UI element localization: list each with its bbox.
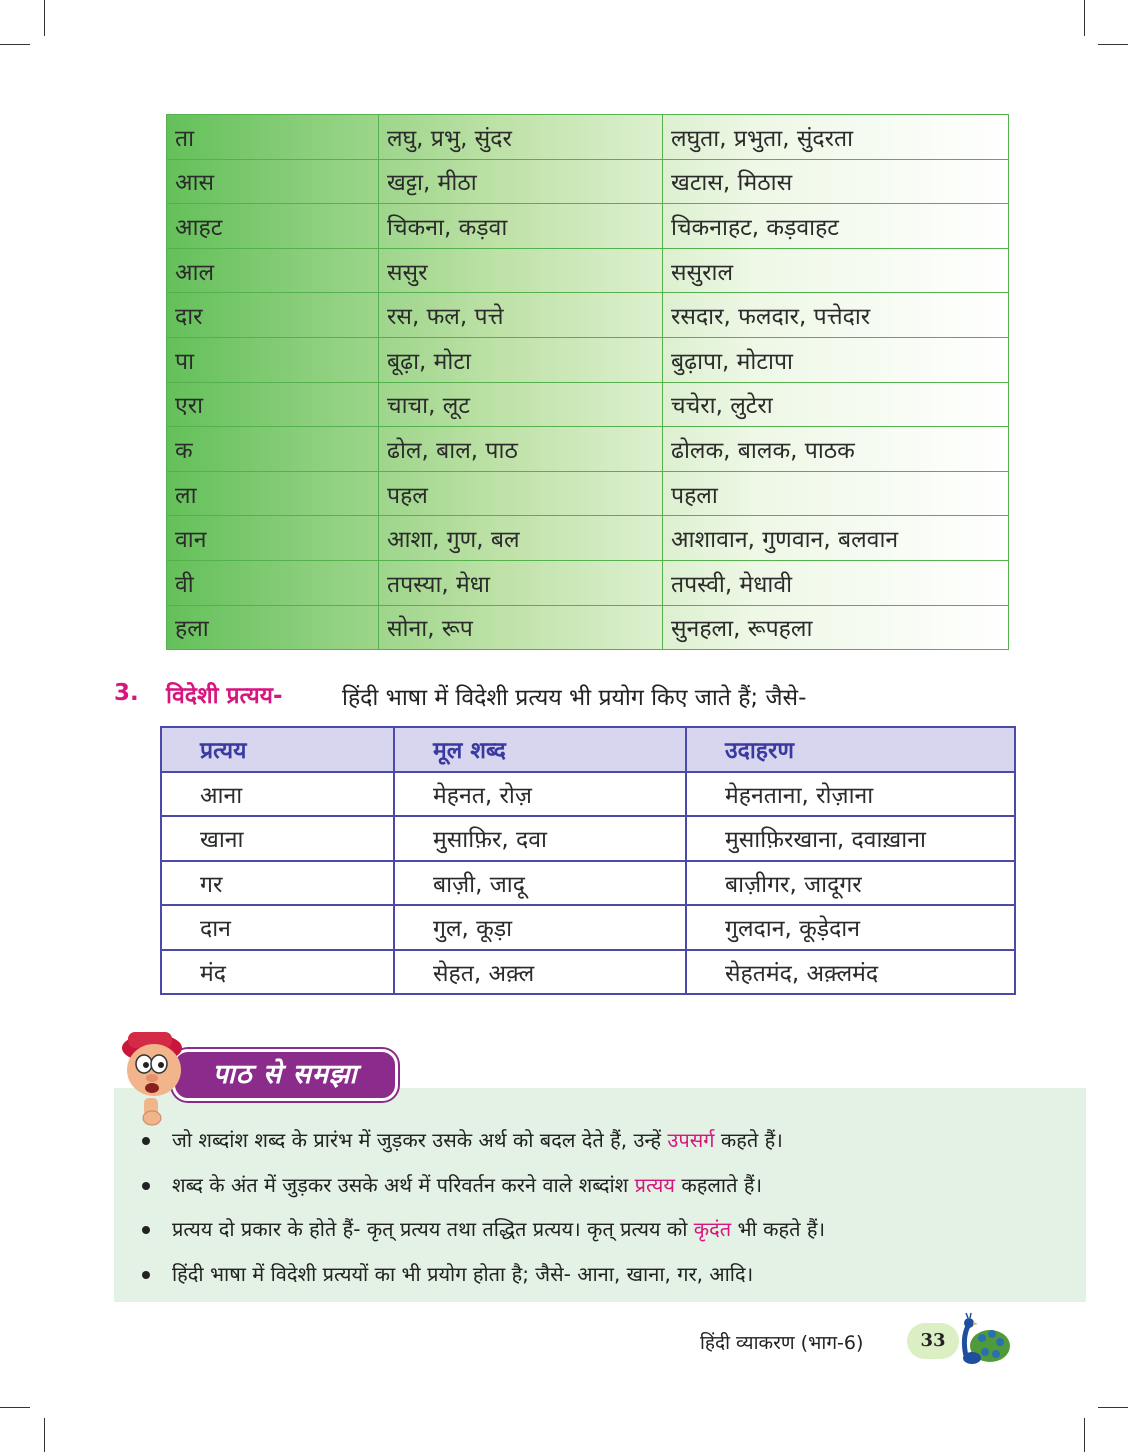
suffix-cell: दान bbox=[161, 905, 394, 950]
suffix-table-body bbox=[167, 115, 1009, 650]
example-cell: मुसाफ़िरखाना, दवाख़ाना bbox=[686, 816, 1015, 861]
root-word-cell: मेहनत, रोज़ bbox=[394, 772, 686, 817]
root-word-cell: मुसाफ़िर, दवा bbox=[394, 816, 686, 861]
crop-mark bbox=[1098, 44, 1128, 45]
table-row bbox=[167, 337, 1009, 382]
root-word-cell: सोना, रूप bbox=[379, 605, 663, 650]
example-cell: गुलदान, कूड़ेदान bbox=[686, 905, 1015, 950]
example-cell: आशावान, गुणवान, बलवान bbox=[663, 516, 1009, 561]
crop-mark bbox=[0, 44, 30, 45]
root-word-cell: रस, फल, पत्ते bbox=[379, 293, 663, 338]
suffix-cell: गर bbox=[161, 861, 394, 906]
root-word-cell: सेहत, अक़्ल bbox=[394, 950, 686, 995]
table-row bbox=[167, 382, 1009, 427]
foreign-suffix-table-body bbox=[161, 772, 1015, 995]
section-description: हिंदी भाषा में विदेशी प्रत्यय भी प्रयोग किए जाते हैं; जैसे- bbox=[342, 685, 807, 711]
table-row bbox=[167, 293, 1009, 338]
example-cell: पहला bbox=[663, 471, 1009, 516]
example-cell: मेहनताना, रोज़ाना bbox=[686, 772, 1015, 817]
header-example: उदाहरण bbox=[686, 727, 1015, 772]
list-item-text: प्रत्यय दो प्रकार के होते हैं- कृत् प्रत्यय तथा तद्धित प्रत्यय। कृत् प्रत्यय को bbox=[172, 1217, 694, 1241]
table-row bbox=[167, 159, 1009, 204]
book-title: हिंदी व्याकरण (भाग-6) bbox=[700, 1332, 864, 1354]
suffix-table bbox=[166, 114, 1009, 650]
root-word-cell: तपस्या, मेधा bbox=[379, 560, 663, 605]
table-row bbox=[161, 816, 1015, 861]
table-row bbox=[167, 516, 1009, 561]
table-row bbox=[167, 427, 1009, 472]
table-row bbox=[167, 248, 1009, 293]
section-heading: विदेशी प्रत्यय- bbox=[166, 683, 283, 709]
list-item-text: हिंदी भाषा में विदेशी प्रत्ययों का भी प्रयोग होता है; जैसे- आना, खाना, गर, आदि। bbox=[172, 1261, 754, 1286]
crop-mark bbox=[1084, 0, 1085, 36]
root-word-cell: लघु, प्रभु, सुंदर bbox=[379, 115, 663, 160]
table-row bbox=[161, 905, 1015, 950]
table-row bbox=[167, 115, 1009, 160]
list-item-text: कहते हैं। bbox=[714, 1128, 783, 1152]
suffix-cell: क bbox=[167, 427, 379, 472]
root-word-cell: गुल, कूड़ा bbox=[394, 905, 686, 950]
suffix-cell: पा bbox=[167, 337, 379, 382]
root-word-cell: पहल bbox=[379, 471, 663, 516]
root-word-cell: ढोल, बाल, पाठ bbox=[379, 427, 663, 472]
root-word-cell: बूढ़ा, मोटा bbox=[379, 337, 663, 382]
example-cell: सुनहला, रूपहला bbox=[663, 605, 1009, 650]
suffix-cell: ता bbox=[167, 115, 379, 160]
highlighted-term: प्रत्यय bbox=[634, 1172, 675, 1197]
table-row bbox=[161, 772, 1015, 817]
list-item bbox=[140, 1163, 1100, 1208]
example-cell: लघुता, प्रभुता, सुंदरता bbox=[663, 115, 1009, 160]
root-word-cell: ससुर bbox=[379, 248, 663, 293]
example-cell: खटास, मिठास bbox=[663, 159, 1009, 204]
root-word-cell: चाचा, लूट bbox=[379, 382, 663, 427]
summary-list bbox=[140, 1118, 1100, 1296]
crop-mark bbox=[1098, 1407, 1128, 1408]
crop-mark bbox=[0, 1407, 30, 1408]
boy-mascot-icon bbox=[114, 1018, 194, 1128]
example-cell: ससुराल bbox=[663, 248, 1009, 293]
example-cell: बुढ़ापा, मोटापा bbox=[663, 337, 1009, 382]
table-row bbox=[167, 204, 1009, 249]
list-item-text: जो शब्दांश शब्द के प्रारंभ में जुड़कर उसके अर्थ को बदल देते हैं, उन्हें bbox=[172, 1128, 668, 1152]
header-suffix: प्रत्यय bbox=[161, 727, 394, 772]
header-root-word: मूल शब्द bbox=[394, 727, 686, 772]
root-word-cell: चिकना, कड़वा bbox=[379, 204, 663, 249]
page-number: 33 bbox=[907, 1323, 959, 1359]
list-item bbox=[140, 1207, 1100, 1252]
root-word-cell: खट्टा, मीठा bbox=[379, 159, 663, 204]
section-number: 3. bbox=[114, 680, 139, 706]
suffix-cell: दार bbox=[167, 293, 379, 338]
root-word-cell: आशा, गुण, बल bbox=[379, 516, 663, 561]
list-item-text: शब्द के अंत में जुड़कर उसके अर्थ में परिवर्तन करने वाले शब्दांश bbox=[172, 1172, 635, 1197]
peacock-icon bbox=[952, 1312, 1012, 1368]
example-cell: ढोलक, बालक, पाठक bbox=[663, 427, 1009, 472]
table-row bbox=[161, 861, 1015, 906]
root-word-cell: बाज़ी, जादू bbox=[394, 861, 686, 906]
table-header-row bbox=[161, 727, 1015, 772]
suffix-cell: एरा bbox=[167, 382, 379, 427]
crop-mark bbox=[1084, 1418, 1085, 1452]
suffix-cell: आना bbox=[161, 772, 394, 817]
table-row bbox=[161, 950, 1015, 995]
table-row bbox=[167, 605, 1009, 650]
suffix-cell: वी bbox=[167, 560, 379, 605]
crop-mark bbox=[44, 1418, 45, 1452]
example-cell: चचेरा, लुटेरा bbox=[663, 382, 1009, 427]
list-item-text: कहलाते हैं। bbox=[675, 1172, 763, 1197]
list-item-text: भी कहते हैं। bbox=[731, 1217, 826, 1241]
example-cell: रसदार, फलदार, पत्तेदार bbox=[663, 293, 1009, 338]
foreign-suffix-table bbox=[160, 726, 1016, 995]
example-cell: तपस्वी, मेधावी bbox=[663, 560, 1009, 605]
highlighted-term: कृदंत bbox=[693, 1217, 732, 1241]
summary-title: पाठ से समझा bbox=[172, 1049, 398, 1101]
suffix-cell: आहट bbox=[167, 204, 379, 249]
highlighted-term: उपसर्ग bbox=[667, 1128, 715, 1152]
table-row bbox=[167, 560, 1009, 605]
list-item bbox=[140, 1252, 1100, 1297]
section-foreign-suffix bbox=[114, 674, 1114, 714]
table-row bbox=[167, 471, 1009, 516]
suffix-cell: आस bbox=[167, 159, 379, 204]
suffix-cell: मंद bbox=[161, 950, 394, 995]
crop-mark bbox=[44, 0, 45, 36]
suffix-cell: खाना bbox=[161, 816, 394, 861]
example-cell: बाज़ीगर, जादूगर bbox=[686, 861, 1015, 906]
list-item bbox=[140, 1118, 1100, 1163]
example-cell: चिकनाहट, कड़वाहट bbox=[663, 204, 1009, 249]
suffix-cell: आल bbox=[167, 248, 379, 293]
suffix-cell: ला bbox=[167, 471, 379, 516]
suffix-cell: हला bbox=[167, 605, 379, 650]
suffix-cell: वान bbox=[167, 516, 379, 561]
example-cell: सेहतमंद, अक़्लमंद bbox=[686, 950, 1015, 995]
